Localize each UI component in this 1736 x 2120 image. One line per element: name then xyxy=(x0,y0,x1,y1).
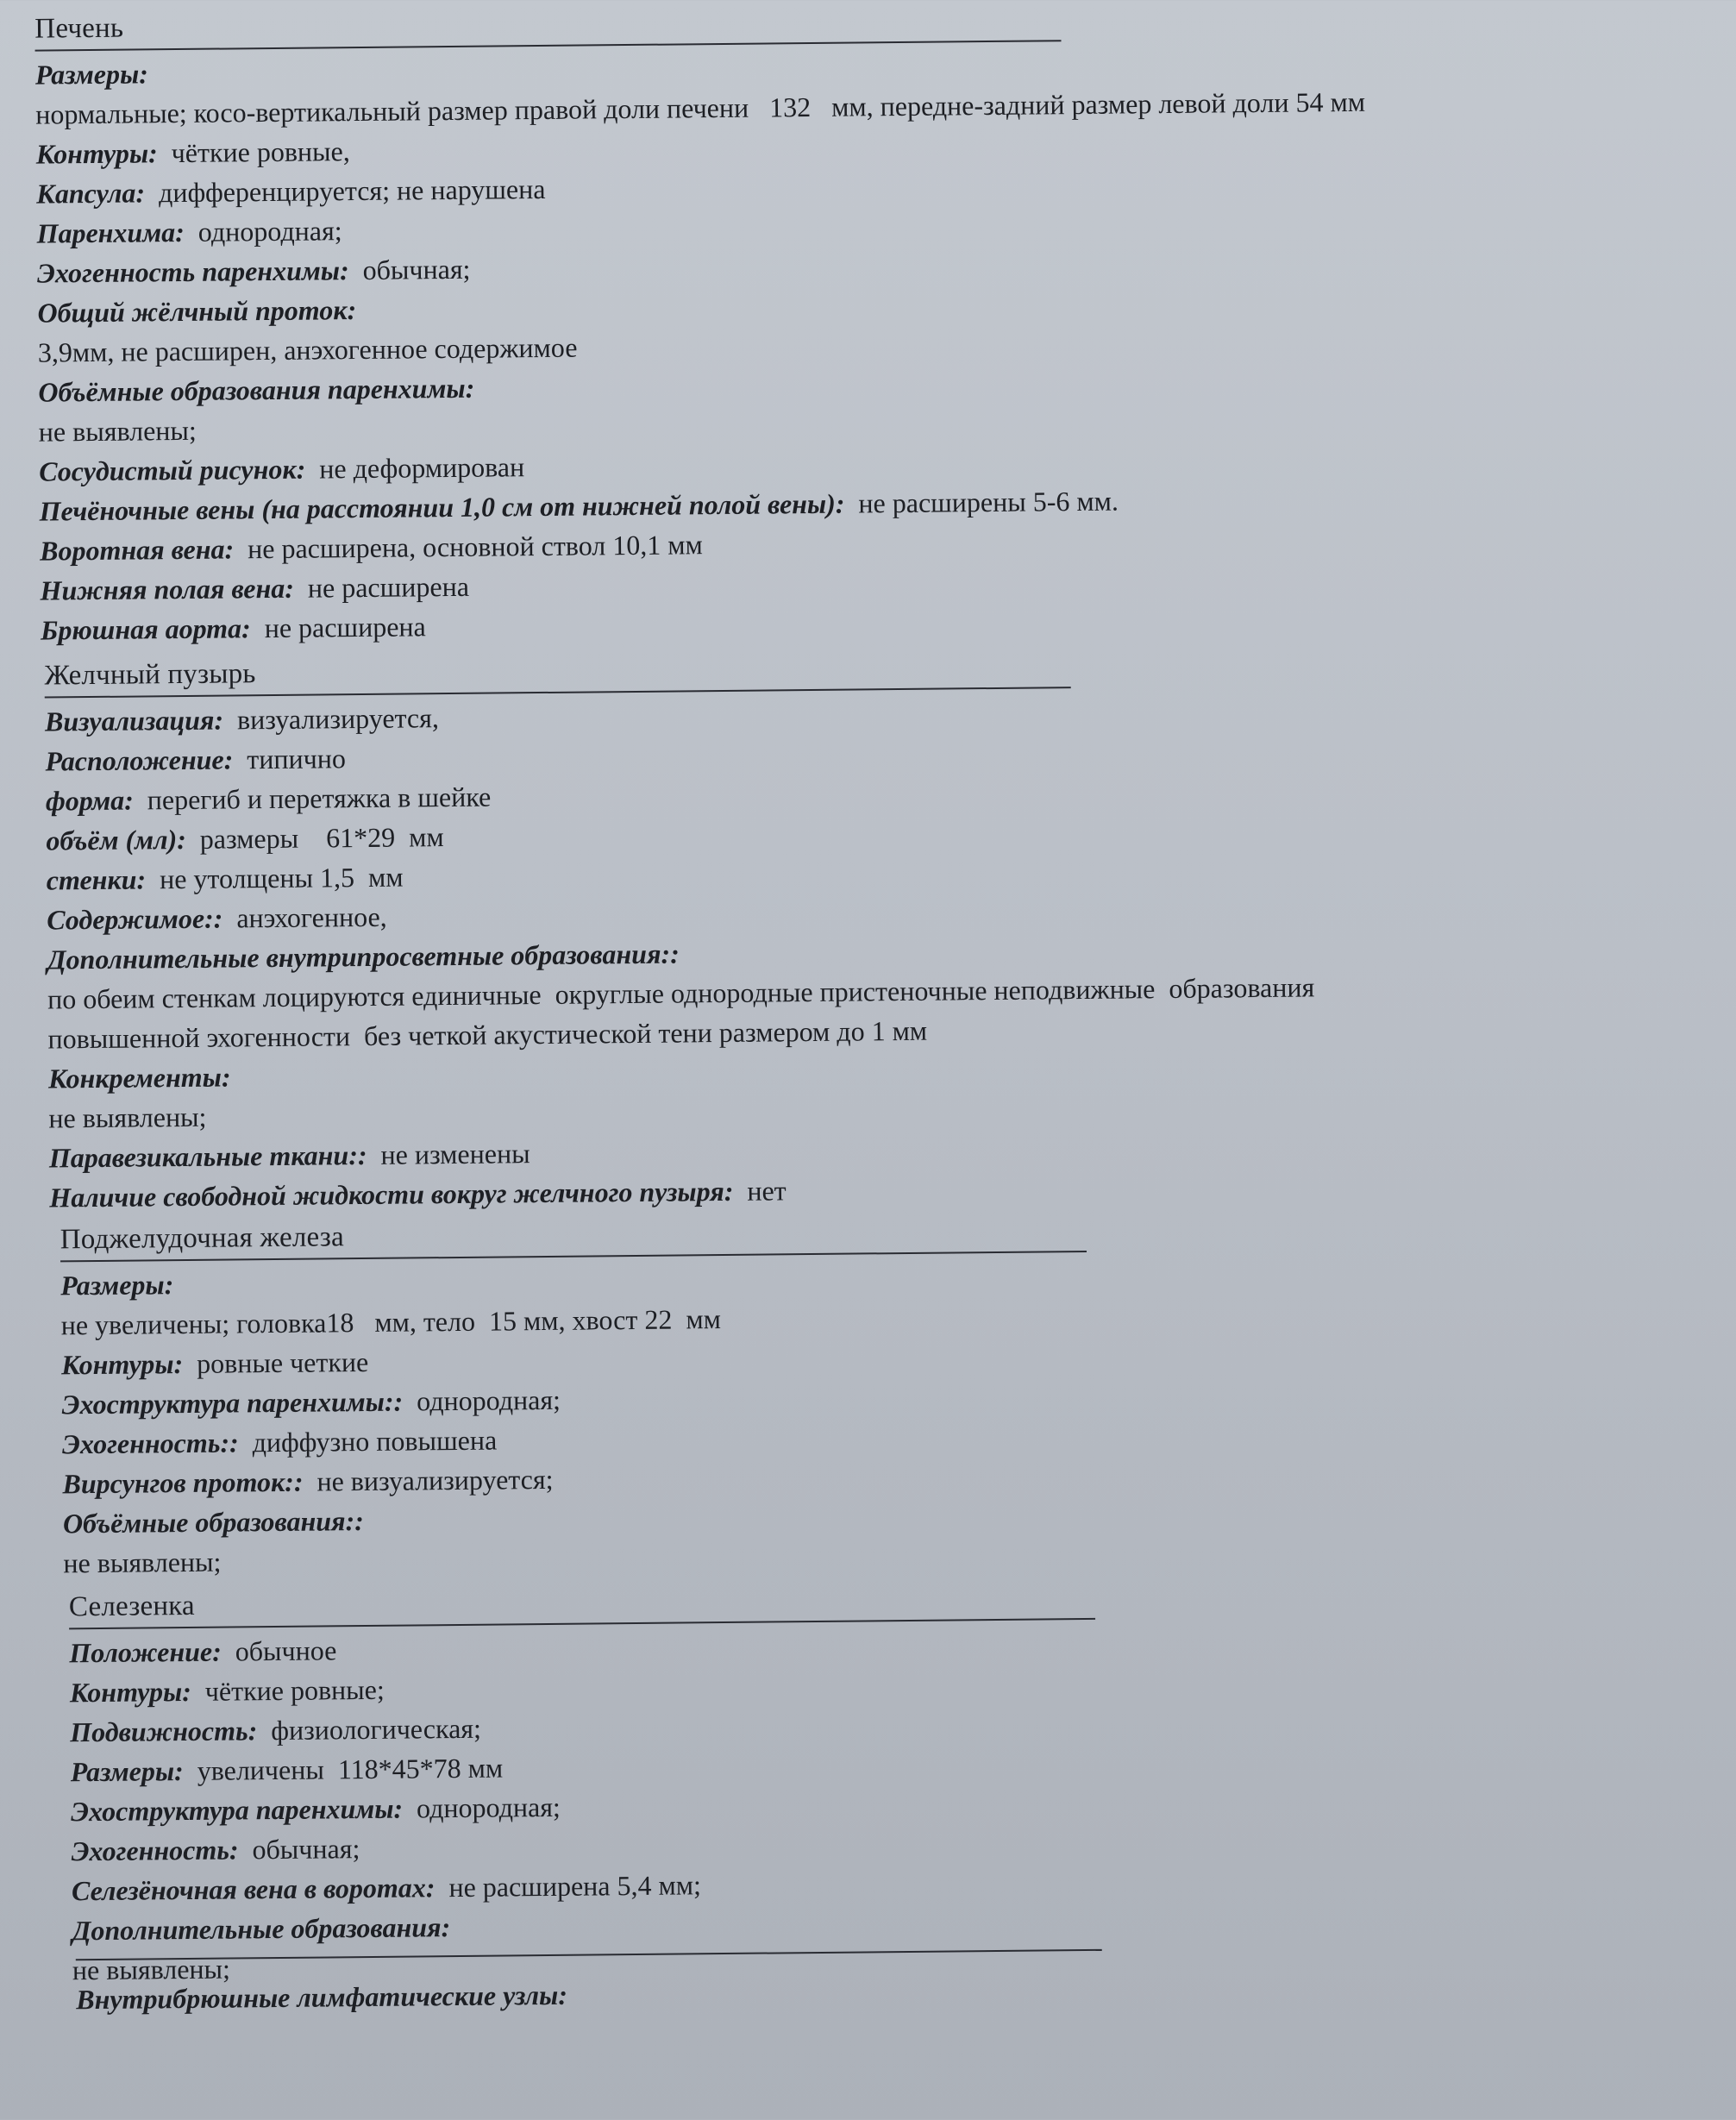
gb-row-contents: Содержимое:: анэхогенное, xyxy=(47,900,387,936)
liver-row-vascular: Сосудистый рисунок: не деформирован xyxy=(39,451,525,487)
spleen-row-echogenicity: Эхогенность: обычная; xyxy=(71,1833,360,1867)
spleen-row-size: Размеры: увеличены 118*45*78 мм xyxy=(70,1752,504,1788)
pancreas-row-echogenicity: Эхогенность:: диффузно повышена xyxy=(61,1424,498,1460)
liver-row-echogenicity: Эхогенность паренхимы: обычная; xyxy=(36,253,471,289)
liver-row-portal-vein: Воротная вена: не расширена, основной ствол 10,1 мм xyxy=(39,529,703,567)
lymph-row-label: Внутрибрюшные лимфатические узлы: xyxy=(76,1979,568,2016)
section-liver xyxy=(34,0,1679,650)
section-gallbladder xyxy=(44,641,1688,1217)
section-title-gallbladder: Желчный пузырь xyxy=(44,658,256,692)
gb-row-extra-value-1: по обеим стенкам лоцируются единичные округлые однородные пристеночные неподвижные образования xyxy=(47,971,1315,1015)
pancreas-row-wirsung: Вирсунгов проток:: не визуализируется; xyxy=(62,1463,554,1500)
gb-row-stones-label: Конкременты: xyxy=(47,1061,231,1094)
gb-row-free-fluid: Наличие свободной жидкости вокруг желчного пузыря: нет xyxy=(49,1175,787,1214)
pancreas-row-echostructure: Эхоструктура паренхимы:: однородная; xyxy=(61,1383,561,1421)
liver-row-bile-duct-label: Общий жёлчный проток: xyxy=(37,294,357,329)
liver-row-size-label: Размеры: xyxy=(34,58,149,91)
gb-row-volume: объём (мл): размеры 61*29 мм xyxy=(46,821,444,856)
pancreas-row-size-label: Размеры: xyxy=(60,1269,174,1301)
section-pancreas xyxy=(60,1205,1702,1583)
liver-row-size-value: нормальные; косо-вертикальный размер правой доли печени 132 мм, передне-задний размер левой доли 54 мм xyxy=(35,85,1366,130)
pancreas-row-masses-label: Объёмные образования:: xyxy=(62,1505,365,1540)
section-title-spleen: Селезенка xyxy=(68,1590,195,1623)
liver-row-contours: Контуры: чёткие ровные, xyxy=(35,135,350,170)
spleen-row-extra-value: не выявлены; xyxy=(72,1953,231,1986)
liver-row-aorta: Брюшная аорта: не расширена xyxy=(40,611,426,646)
liver-row-masses-label: Объёмные образования паренхимы: xyxy=(38,372,475,408)
pancreas-row-contours: Контуры: ровные четкие xyxy=(61,1345,369,1381)
spleen-row-splenic-vein: Селезёночная вена в воротах: не расширена 5,4 мм; xyxy=(71,1869,702,1907)
section-spleen xyxy=(69,1572,1711,1990)
liver-row-capsule: Капсула: дифференцируется; не нарушена xyxy=(35,172,546,210)
gb-row-extra-value-2: повышенной эхогенности без четкой акустической тени размером до 1 мм xyxy=(47,1014,928,1055)
spleen-row-position: Положение: обычное xyxy=(69,1634,337,1669)
liver-row-parenchyma: Паренхима: однородная; xyxy=(36,215,342,249)
section-title-liver: Печень xyxy=(34,12,124,45)
gb-row-location: Расположение: типично xyxy=(45,743,347,777)
pancreas-row-size-value: не увеличены; головка18 мм, тело 15 мм, хвост 22 мм xyxy=(60,1303,722,1341)
pancreas-row-masses-value: не выявлены; xyxy=(63,1546,222,1579)
gb-row-stones-value: не выявлены; xyxy=(48,1101,207,1134)
gb-row-visualization: Визуализация: визуализируется, xyxy=(44,702,440,737)
spleen-row-extra-label: Дополнительные образования: xyxy=(72,1911,451,1947)
section-title-pancreas: Поджелудочная железа xyxy=(60,1221,345,1256)
gb-row-shape: форма: перегиб и перетяжка в шейке xyxy=(45,781,492,817)
gb-row-extra-label: Дополнительные внутрипросветные образования:: xyxy=(47,938,680,975)
liver-row-ivc: Нижняя полая вена: не расширена xyxy=(40,570,470,606)
liver-row-masses-value: не выявлены; xyxy=(38,414,197,448)
liver-row-bile-duct-value: 3,9мм, не расширен, анэхогенное содержимое xyxy=(37,331,578,368)
spleen-row-mobility: Подвижность: физиологическая; xyxy=(70,1712,482,1748)
liver-row-hepatic-veins: Печёночные вены (на расстоянии 1,0 см от нижней полой вены): не расширены 5-6 мм. xyxy=(39,485,1119,527)
spleen-row-echostructure: Эхоструктура паренхимы: однородная; xyxy=(70,1791,561,1828)
gb-row-paravesical: Паравезикальные ткани:: не изменены xyxy=(48,1138,530,1174)
spleen-row-contours: Контуры: чёткие ровные; xyxy=(69,1673,385,1709)
gb-row-walls: стенки: не утолщены 1,5 мм xyxy=(46,861,404,896)
